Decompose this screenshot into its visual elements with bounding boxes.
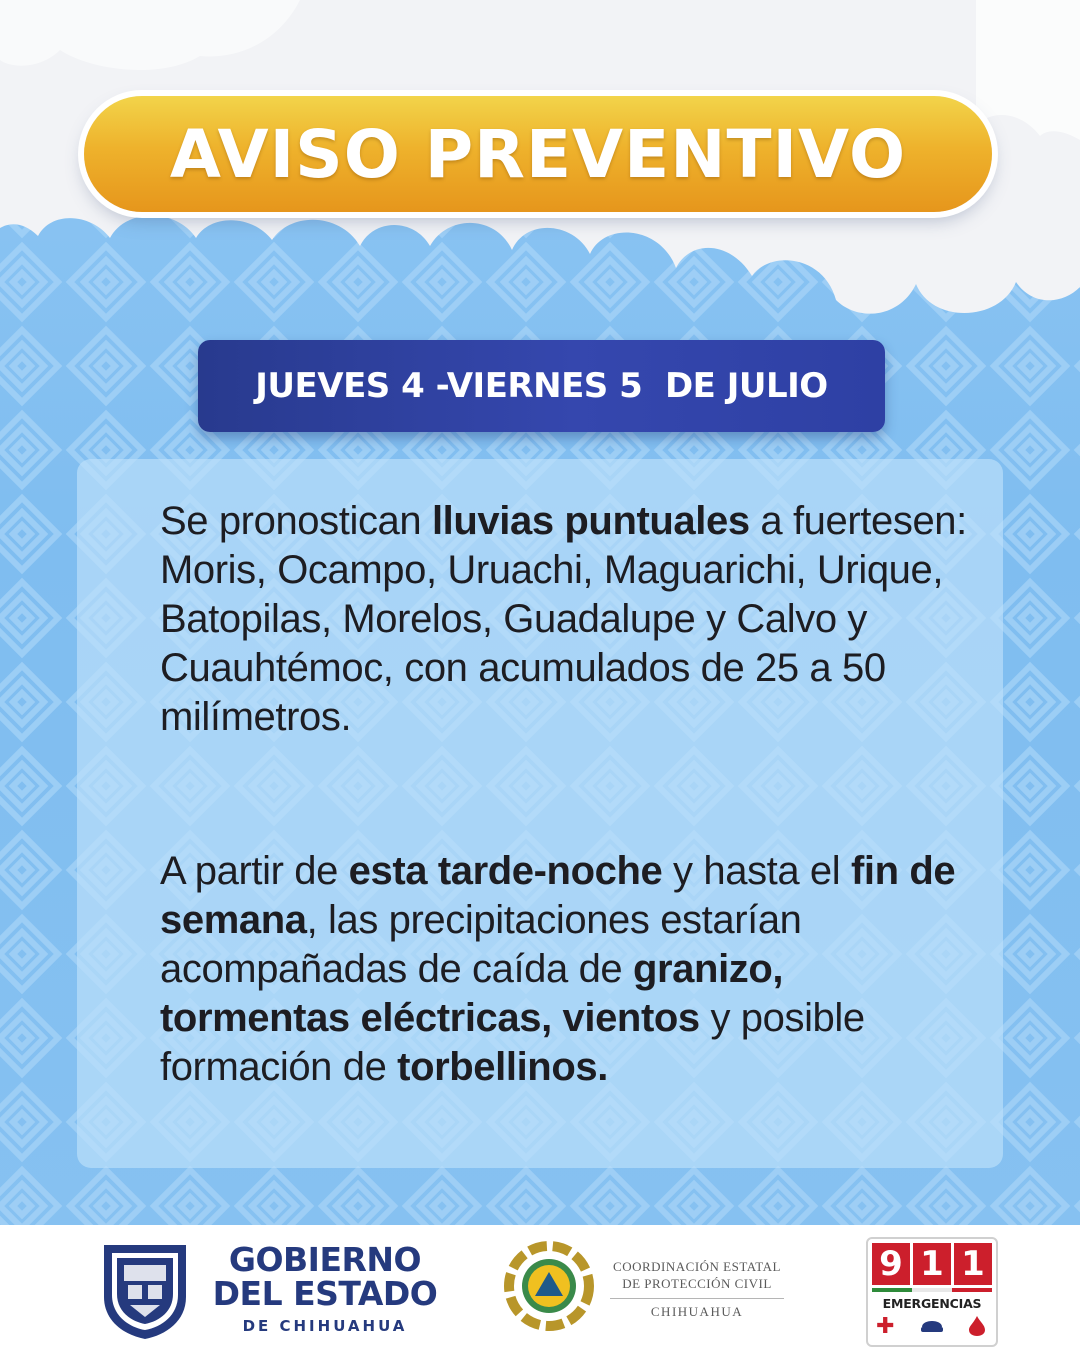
- emphasis-weekend: fin de semana: [160, 849, 956, 942]
- gobierno-line3: DE CHIHUAHUA: [242, 1317, 408, 1335]
- text-segment: , las precipitaciones estarían acompañadas de caída de: [160, 898, 802, 991]
- flag-stripe-white: [912, 1288, 952, 1292]
- forecast-paragraph: [160, 497, 980, 742]
- text-segment: y posible formación de: [160, 996, 865, 1089]
- text-segment: A partir de: [160, 849, 349, 893]
- pc-line3: CHIHUAHUA: [650, 1304, 744, 1319]
- gobierno-line1: GOBIERNO: [228, 1240, 422, 1279]
- state-shield-icon: [100, 1241, 190, 1341]
- text-segment: Se pronostican: [160, 499, 432, 543]
- fire-icon: [966, 1315, 988, 1337]
- pc-divider: [610, 1298, 784, 1299]
- digit-1: 1: [913, 1243, 951, 1285]
- pc-line2: DE PROTECCIÓN CIVIL: [622, 1276, 772, 1291]
- flag-stripe-red: [952, 1288, 992, 1292]
- emergency-911-logo: [866, 1237, 998, 1347]
- emphasis-timeframe: esta tarde-noche: [348, 849, 663, 893]
- text-segment: y hasta el: [662, 849, 851, 893]
- emphasis-whirlwinds: torbellinos.: [397, 1045, 608, 1089]
- gobierno-line2: DEL ESTADO: [212, 1274, 438, 1313]
- text-segment: a fuertesen: Moris, Ocampo, Uruachi, Maguarichi, Urique, Batopilas, Morelos, Guadalupe y Calvo y Cuauhtémoc, con acumulados de 25 a 50 milímetros.: [160, 499, 967, 739]
- red-cross-icon: ✚: [876, 1313, 895, 1338]
- digit-1-second: 1: [954, 1243, 992, 1285]
- civil-protection-emblem-icon: [503, 1240, 595, 1332]
- pc-line1: COORDINACIÓN ESTATAL: [613, 1259, 781, 1274]
- emergencias-label: EMERGENCIAS: [882, 1296, 982, 1311]
- police-cap-icon: [920, 1315, 944, 1337]
- emphasis-rain: lluvias puntuales: [431, 499, 750, 543]
- flag-stripe-green: [872, 1288, 912, 1292]
- digit-9: 9: [872, 1243, 910, 1285]
- civil-protection-wordmark: [604, 1258, 790, 1320]
- forecast-card: [77, 459, 1003, 1168]
- date-banner: [198, 340, 885, 432]
- emphasis-hazards: granizo, tormentas eléctricas, vientos: [160, 947, 784, 1040]
- title-banner: [84, 96, 992, 212]
- conditions-paragraph: [160, 847, 980, 1092]
- date-range: JUEVES 4 -VIERNES 5 DE JULIO: [255, 366, 828, 406]
- state-government-wordmark: [200, 1240, 450, 1335]
- page-title: AVISO PREVENTIVO: [169, 115, 907, 193]
